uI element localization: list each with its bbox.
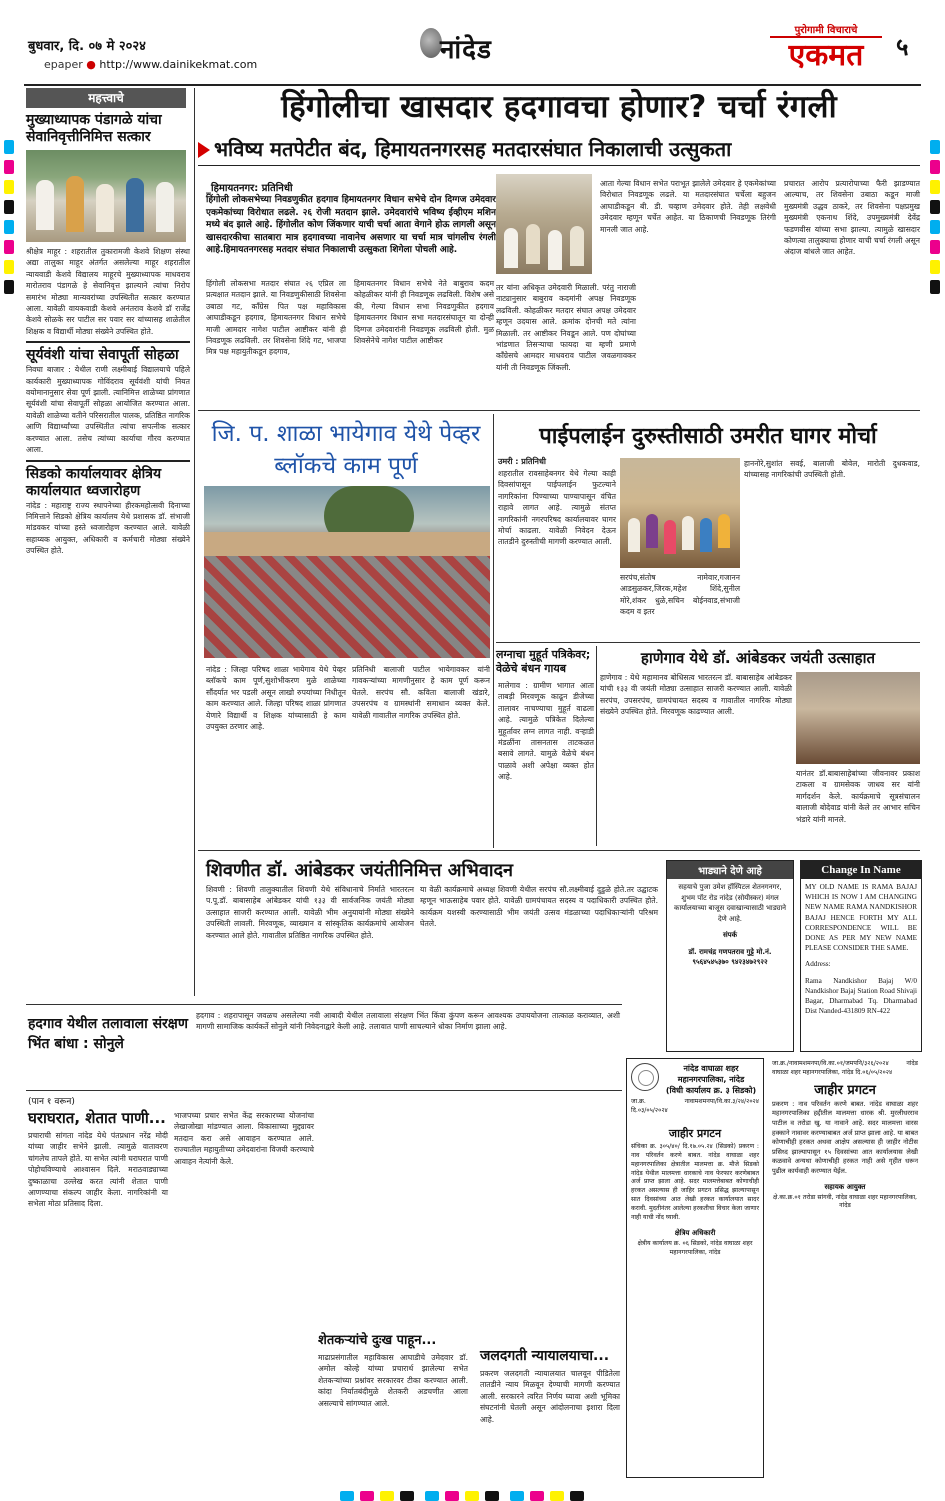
lead-byline: _हिमायतनगर: प्रतिनिधी [206, 183, 293, 194]
hadgaon-body: हदगाव : शहरापासून जवळच असलेल्या नवी आबादी येथील तलावाला संरक्षण भिंत किंवा कुंपण करून आवश्यक उपाययोजना तात्काळ कराव्यात, अशी मागणी सामाजिक कार्यकर्ते सोनुले यांनी निवेदनाद्वारे केली आहे. तलावात पाणी साचल्याने धोका निर्माण झाला आहे. [196, 1011, 620, 1032]
paver-block-photo [204, 486, 490, 658]
notice-signatory: क्षेत्रिय अधिकारी [674, 1228, 716, 1237]
section-rule [198, 410, 920, 411]
wedding-headline: लग्नाचा मुहूर्त पत्रिकेवर; वेळेचे बंधन गायब [496, 648, 591, 675]
address-text: Rama Nandkishor Bajaj W/0 Nandkishor Bajaj Station Road Shivaji Bagar, Dharmabad Tq. Dharmabad Dist Nanded-431809 RN-422 [805, 976, 917, 1016]
story-body: श्रीक्षेत्र माहूर : शहरातील तुकारामजी केशवे शिक्षण संस्था अद्या तालुका माहूर अंतर्गत असलेल्या माहूर शहरातील न्यायवाडी केशवे विद्यालय माहूरचे मुख्याध्यापक माधवराव मारोतराव पंडागळे हे सेवानिवृत्त झाल्याने त्यांचा निरोप समारंभ मोठ्या मान्यवरांच्या उपस्थितीत सत्कार करण्यात आला. यावेळी वायकवाडी केशवे अनंतराव केशवे डॉ राजेंद्र केशवे सोळके सर पाटील सर पवार सर यांच्यासह शाळेतील शिक्षक व विद्यार्थी मोठ्या संख्येने उपस्थित होते. [26, 247, 190, 336]
pipeline-byline: उमरी : प्रतिनिधी [498, 457, 546, 466]
change-in-name-title: Change In Name [801, 861, 921, 879]
masthead [0, 0, 945, 86]
lead-column-3: तर यांना अधिकृत उमेदवारी मिळाली. परंतु नाराजी नाट्यानुसार बाबुराव कदमांनी अपक्ष निवडणूक लढविली. कोहळीकर मतदार संघात अपक्ष उमेदवार म्हणून उदयास आले. क्रमांक दोनची मते त्यांना मिळाली. तर आष्टीकर निवडून आले. पण दोघांच्या भांडणात तिसऱ्याचा फायदा या म्हणी प्रमाणे काँग्रेसचे आमदार माधवराव पाटील जवळगावकर यांनी ती निवडणूक जिंकली. [496, 283, 636, 372]
rent-ad-body: सहयाचे पुजा उमेश हॉस्पिटल शेतनगनगर, शुभम पॉट रोड नांदेड (सोयीस्कर) मंगल कार्यालयाच्या बाजूस दवाखान्यासाठी भाड्याने देणे आहे. [673, 883, 787, 923]
page-number: ५ [896, 33, 909, 61]
notice2-title: जाहीर प्रगटन [814, 1082, 876, 1098]
ambedkar-body: हाणेगाव : येथे महामानव बोधिसत्व भारतरत्न डॉ. बाबासाहेब आंबेडकर यांची १३३ वी जयंती मोठ्या उत्साहात साजरी करण्यात आली. यावेळी सरपंच, उपसरपंच, ग्रामपंचायत सदस्य व गावातील नागरिक मोठ्या संख्येने उपस्थित होते. मिरवणूक काढण्यात आली. [600, 673, 792, 717]
wedding-body: मालेगाव : ग्रामीण भागात आता ताबड़ी मिरवणूक काढून डीजेच्या तालावर नाचण्याचा मुहूर्त वाढला आहे. त्यामुळे पत्रिकेत दिलेल्या मुहूर्तावर लग्न लागत नाही. वऱ्हाडी मंडळींना तासनतास ताटकळत बसावे लागते. यामुळे वेळेचे बंधन पाळावे अशी अपेक्षा व्यक्त होत आहे. [498, 681, 594, 782]
farm-subheadline: शेतकऱ्यांचे दुःख पाहून... [318, 1333, 437, 1348]
lead-subheadline [198, 132, 920, 166]
divider [26, 341, 190, 343]
zp-body-2: प्रतिनिधी बालाजी पाटील भायेगावकर यांनी गावकऱ्यांच्या मागणीनुसार हे काम पूर्ण करून घेतले. सरपंच सौ. कविता बालाजी खंडारे, उपसरपंच व ग्रामस्थांनी समाधान व्यक्त केले. यावेळी गावातील नागरिक उपस्थित होते. [352, 665, 490, 720]
rent-advertisement [666, 860, 794, 1052]
notice-dept: (विधी कार्यालय क्र. ३ सिडको) [665, 1086, 757, 1095]
municipal-notice [626, 1058, 764, 1478]
section-rule [198, 850, 920, 851]
municipal-notice-2 [768, 1058, 922, 1478]
left-sidebar [26, 88, 190, 557]
subheadline-text: भविष्य मतपेटीत बंद, हिमायतनगरसह मतदारसंघात निकालाची उत्सुकता [214, 137, 732, 161]
globe-icon: ● [86, 58, 100, 71]
story-headline: सूर्यवंशी यांचा सेवापूर्ती सोहळा [26, 347, 179, 364]
notice-signatory-office: क्षेत्रीय कार्यालय क्र. ०६ सिडको, नांदेड वाघाळा शहर महानगरपालिका, नांदेड [637, 1239, 753, 1256]
important-tag: महत्त्वाचे [26, 88, 186, 108]
epaper-label: epaper [44, 58, 83, 71]
shivani-headline: शिवणीत डॉ. आंबेडकर जयंतीनिमित्त अभिवादन [206, 860, 514, 881]
issue-date: बुधवार, दि. ०७ मे २०२४ [28, 39, 146, 54]
story-headline: मुख्याध्यापक पंडागळे यांचा सेवानिवृत्तीनिमित्त सत्कार [26, 112, 162, 145]
registration-marks-right [930, 140, 940, 300]
municipal-seal-icon [631, 1063, 659, 1091]
notice2-signatory: सहायक आयुक्त [824, 1182, 866, 1191]
rent-ad-contact-label: संपर्क [722, 931, 738, 939]
court-body: प्रकरण जलदगती न्यायालयात चालवून पीडितेला तातडीने न्याय मिळवून देण्याची मागणी करण्यात आली. सरकारने त्वरित निर्णय घ्यावा अशी भूमिका संघटनांनी घेतली असून आंदोलनाचा इशारा दिला आहे. [480, 1369, 620, 1424]
meeting-photo [496, 174, 592, 274]
column-rule [194, 88, 195, 996]
rent-ad-title: भाड्याने देणे आहे [667, 861, 793, 879]
notice-org-name: नांदेड वाघाळा शहर महानगरपालिका, नांदेड [677, 1064, 745, 1084]
ambedkar-headline: हाणेगाव येथे डॉ. आंबेडकर जयंती उत्साहात [640, 649, 876, 667]
logo-tagline: पुरोगामी विचाराचे [770, 22, 882, 38]
shivani-body: शिवणी : शिवणी तालुक्यातील शिवणी येथे संविधानाचे निर्माते भारतरत्न प.पू.डॉ. बाबासाहेब आंबेडकर यांची १३३ वी सार्वजनिक जयंती मोठ्या उत्साहात साजरी करण्यात आली. यावेळी भीम अनुयायांनी मोठ्या संख्येने उपस्थिती लावली. मिरवणूक, व्याख्यान व सांस्कृतिक कार्यक्रमांचे आयोजन करण्यात आले होते. गावातील प्रतिष्ठित नागरिक उपस्थित होते. [206, 885, 414, 940]
protest-photo [620, 458, 740, 568]
hadgaon-headline: हदगाव येथील तलावाला संरक्षण भिंत बांधा : सोनुले [28, 1016, 188, 1052]
farm-body-2: भाजपच्या प्रचार सभेत केंद्र सरकारच्या योजनांचा लेखाजोखा मांडण्यात आला. विकासाच्या मुद्द्यावर मतदान करा असे आवाहन करण्यात आले. राज्यातील महायुतीच्या उमेदवारांना विजयी करण्याचे आवाहन नेत्यांनी केले. [174, 1111, 314, 1166]
change-in-name-notice [800, 860, 922, 1052]
notice2-signatory-office: क्षे.का.क्र.०१ तरोडा सांगवी, नांदेड वाघाळा शहर महानगरपालिका, नांदेड [772, 1193, 918, 1210]
registration-marks-bottom [340, 1486, 590, 1496]
pipeline-headline: पाईपलाईन दुरुस्तीसाठी उमरीत घागर मोर्चा [539, 424, 877, 449]
column-rule [493, 414, 494, 848]
notice-title: जाहीर प्रगटन [668, 1126, 722, 1140]
notice-body: संचिका क्र. ३०५/४०/ दि.१७.०५.२४ (सिडको) प्रकरण : नाव परिवर्तन करणे बाबत. नांदेड वाघाळा शहर महानगरपालिका क्षेत्रातील मालमत्ता क्र. मौजे सिडको नांदेड येथील मालमत्ता धारकाचे नाव फेरफार करणेबाबत अर्ज प्राप्त झाला आहे. सदर मालमत्तेबाबत कोणाचीही हरकत असल्यास ही जाहिर प्रगटन प्रसिद्ध झाल्यापासून सात दिवसांच्या आत लेखी हरकत कार्यालयात सादर करावी. मुदतीनंतर आलेल्या हरकतीचा विचार केला जाणार नाही याची नोंद घ्यावी. [631, 1142, 759, 1222]
lead-column-1: हिंगोली लोकसभा मतदार संघात २६ एप्रिल ला प्रत्यक्षात मतदान झाले. या निवडणुकीसाठी शिवसेना उबाठा गट, काँग्रेस पित पक्ष महाविकास आघाडीकडून हदगाव, हिमायतनगर विधान सभेचे माजी आमदार नागेश पाटील आष्टीकर यांनी ही निवडणूक लढविली. तर शिवसेना शिंदे गट, भाजपा मित्र पक्ष महायुतीकडून हदगाव, [206, 279, 346, 357]
epaper-link[interactable] [44, 58, 257, 71]
lead-column-2: हिमायतनगर विधान सभेचे नेते बाबुराव कदम कोहळीकर यांनी ही निवडणूक लढविली. विशेष असे की, गेल्या विधान सभा निवडणुकीत हदगाव हिमायतनगर विधान सभा मतदारसंघातून या दोन्ही दिग्गज उमेदवारांनी निवडणूक लढविली होती. मुळ शिवसेनेचे नागेश पाटील आष्टीकर [354, 279, 494, 346]
lead-column-5: प्रचारात आरोप प्रत्यारोपाच्या फैरी झाडण्यात आल्याच, तर शिवसेना उबाठा कडून माजी मुख्यमंत्री उद्धव ठाकरे, तर शिवसेना पक्षप्रमुख मुख्यमंत्री एकनाथ शिंदे, उपमुख्यमंत्री देवेंद्र फडणवीस यांच्या सभा झाल्या. त्यामुळे खासदार कोणत्या तालुक्याचा होणार याची चर्चा रंगली असून अंदाज बांधले जात आहेत. [784, 179, 920, 257]
pipeline-names: हाननोरे,सुशांत सवई, बालाजी बोवेल, मारोती दुधकवाड, यांच्यासह नागरिकांची उपस्थिती होती. [744, 459, 920, 480]
zp-headline: जि. प. शाळा भायेगाव येथे पेव्हर ब्लॉकचे काम पूर्ण [211, 421, 481, 479]
notice-org [627, 1059, 763, 1096]
masthead-rule [24, 84, 921, 86]
edition-city: नांदेड [440, 35, 492, 65]
pipeline-body: शहरातील रावसाहेबनगर येथे गेल्या काही दिवसांपासून पाईपलाईन फुटल्याने नागरिकांना पिण्याच्या पाण्यापासून वंचित राहावे लागत आहे. त्यामुळे संतप्त नागरिकांनी नगरपरिषद कार्यालयावर घागर मोर्चा काढला. यावेळी निवेदन देऊन तातडीने दुरुस्तीची मागणी करण्यात आली. [498, 469, 616, 547]
farm-headline: घराघरात, शेतात पाणी... [28, 1109, 166, 1127]
notice2-ref: जा.क्र./नावामशमनपा/वि.का.०१/जमपनि/३२६/२०२४ नांदेड वाघाळा शहर महानगरपालिका, नांदेड दि.०६/०५/२०२४ [772, 1060, 918, 1076]
arrow-icon [198, 142, 210, 158]
epaper-url[interactable]: http://www.dainikekmat.com [99, 58, 258, 71]
rent-ad-contact: डॉ. रामचंद्र गणपतराव गुट्टे मो.नं. ९५६४५४५३७० ९४२३४७२९२२ [688, 947, 772, 966]
column-rule [596, 646, 597, 846]
lead-intro: हिंगोली लोकसभेच्या निवडणुकीत हदगाव हिमायतनगर विधान सभेचे दोन दिग्गज उमेदवार एकमेकांच्या विरोधात लढले. २६ रोजी मतदान झाले. उमेदवारांचे भविष्य ईव्हीएम मशिन मध्ये बंद झाले आहे. हिंगोलीत कोण जिंकणार याची चर्चा आता वेगाने होऊ लागली असून खासदारकीचा सातबारा मात्र हदगावच्या नावानेच असणार या चर्चा मात्र चांगलीच रंगली आहे.हिमायतनगरसह मतदार संघात निकालाची उत्सुकता शिगेला पोचली आहे. [206, 195, 496, 256]
court-headline: जलदगती न्यायालयाचा... [480, 1348, 610, 1364]
lead-headline: हिंगोलीचा खासदार हदगावचा होणार? चर्चा रंगली [281, 89, 837, 125]
section-rule [26, 1004, 622, 1005]
address-label: Address: [805, 960, 831, 969]
logo-name: एकमत [788, 38, 864, 73]
protest-photo-caption: सरपंच,संतोष नामेवार,गजानन आडसुळकर,जिरक,महेश शिंदे,सुनील मोरे,शंकर धुळे,सचिन बोईनवाड,संभाजी कदम व इतर [620, 573, 740, 617]
story-headline: सिडको कार्यालयावर क्षेत्रिय कार्यालयात ध्वजारोहण [26, 465, 162, 499]
ambedkar-body-2: यानंतर डॉ.बाबासाहेबांच्या जीवनावर प्रकाश टाकला व ग्रामसेवक जाधव सर यांनी मार्गदर्शन केले. कार्यक्रमाचे सूत्रसंचालन बालाजी बोदेवाड यांनी केले तर आभार सचिन भंडारे यांनी मानले. [796, 769, 920, 824]
story-body: निवघा बाजार : येथील राणी लक्ष्मीबाई विद्यालयाचे पहिले कार्यकारी मुख्याध्यापक गोविंदराव सूर्यवंशी यांची नियत वयोमानानुसार सेवा पूर्ण झाली. त्यानिमित्त शाळेच्या प्रांगणात सूर्यवंशी यांचा सेवापूर्ती सोहळा आयोजित करण्यात आला. यावेळी शाळेच्या वतीने परिसरातील पालक, प्रतिष्ठित नागरिक आणि विद्यार्थ्यांच्या उपस्थितीत त्यांचा सपत्नीक सत्कार करण्यात आला. तसेच त्यांच्या कार्याचा गौरव करण्यात आला. [26, 365, 190, 455]
notice-ref: जा.क्र. नावामशमनपा/वि.का.३/२४/२०२४ दि.०३/०५/२०२४ [631, 1098, 759, 1114]
farm-body: प्रचाराची सांगता नांदेड येथे पंतप्रधान नरेंद्र मोदी यांच्या जाहीर सभेने झाली. त्यामुळे वातावरण चांगलेच तापले होते. या सभेत त्यांनी घराघरात पाणी पोहोचविण्याचे आश्वासन दिले. मराठवाड्याच्या दुष्काळाचा उल्लेख करत त्यांनी शेतात पाणी आणण्याचा संकल्प जाहीर केला. नागरिकांनी या सभेला मोठा प्रतिसाद दिला. [28, 1131, 168, 1209]
story-body: नांदेड : महाराष्ट्र राज्य स्थापनेच्या हीरकमहोत्सवी दिनाच्या निमित्ताने सिडको क्षेत्रिय कार्यालय येथे प्रशासक डॉ. संभाजी मांडवकर यांच्या हस्ते ध्वजारोहण करण्यात आले. यावेळी सहाय्यक आयुक्त, अधिकारी व कर्मचारी मोठ्या संख्येने उपस्थित होते. [26, 500, 190, 556]
felicitation-photo [26, 150, 186, 242]
jayanti-photo [796, 672, 920, 764]
continued-tag: (पान १ वरून) [28, 1097, 75, 1107]
shivani-body-2: या वेळी कार्यक्रमाचे अध्यक्ष शिवणी येथील सरपंच सौ.लक्ष्मीबाई दुडुळे होते.तर उद्घाटक म्हणून भाऊसाहेब पवार होते. यावेळी ग्रामपंचायत सदस्य व पदाधिकारी उपस्थित होते. कार्यक्रम यशस्वी करण्यासाठी भीम जयंती उत्सव मंडळाच्या पदाधिकाऱ्यांनी परिश्रम घेतले. [420, 885, 658, 929]
registration-marks-left [4, 140, 14, 300]
lead-column-4: आता गेल्या विधान सभेत पराभूत झालेले उमेदवार हे एकमेकांच्या विरोधात निवडणूक लढले. या मतदारसंघात चर्चेला बहुजन आघाडीकडून बी. डी. चव्हाण उमेदवार होते. तेही लक्षवेधी उमेदवार म्हणून चर्चेत आहेत. या ठिकाणची निवडणूक तिरंगी मानली जात आहे. [600, 179, 776, 234]
globe-emblem-icon [420, 28, 442, 58]
section-rule [496, 642, 920, 643]
change-in-name-body: MY OLD NAME IS RAMA BAJAJ WHICH IS NOW I AM CHANGING NEW NAME RAMA NANDKISHOR BAJAJ HENCE FORTH MY ALL CORRESPONDENCE WILL BE DONE AS PER MY NEW NAME PLEASE CONSIDER THE SAME. [805, 883, 917, 953]
notice2-body: प्रकरण : नाव परिवर्तन करणे बाबत. नांदेड वाघाळा शहर महानगरपालिका हद्दीतील मालमत्ता धारक श्री. मुरलीधरराव पाटील व तरोडा खु. या नावाने आहे. सदर मालमत्ता वारस हक्काने नावावर करण्याबाबत अर्ज प्राप्त झाला आहे. या बाबत कोणाचीही हरकत अथवा आक्षेप असल्यास ही जाहीर नोटीस प्रसिध्द झाल्यापासून १५ दिवसांच्या आत कार्यालयास लेखी कळवावे अन्यथा कोणाचीही हरकत नाही असे गृहीत धरून पुढील कार्यवाही करण्यात येईल. [772, 1099, 918, 1175]
section-rule [26, 1090, 622, 1091]
zp-body: नांदेड : जिल्हा परिषद शाळा भायेगाव येथे पेव्हर ब्लॉकचे काम पूर्ण,सुशोभीकरण मुळे शाळेच्या सौंदर्यात भर पडली असून लाखो रुपयांच्या निधीतून काम करण्यात आले. जिल्हा परिषद शाळा प्रांगणात येणारे विद्यार्थी व शिक्षक यांच्यासाठी हे काम उपयुक्त ठरणार आहे. [206, 665, 346, 732]
newspaper-logo [770, 22, 882, 76]
farm-body-3: माढाप्रसंगातील महाविकास आघाडीचे उमेदवार डॉ. अमोल कोल्हे यांच्या प्रचारार्थ झालेल्या सभेत शेतकऱ्यांच्या प्रश्नांवर सरकारवर टीका करण्यात आली. कांदा निर्यातबंदीमुळे शेतकरी अडचणीत आला असल्याचे सांगण्यात आले. [318, 1353, 468, 1408]
divider [26, 460, 190, 462]
